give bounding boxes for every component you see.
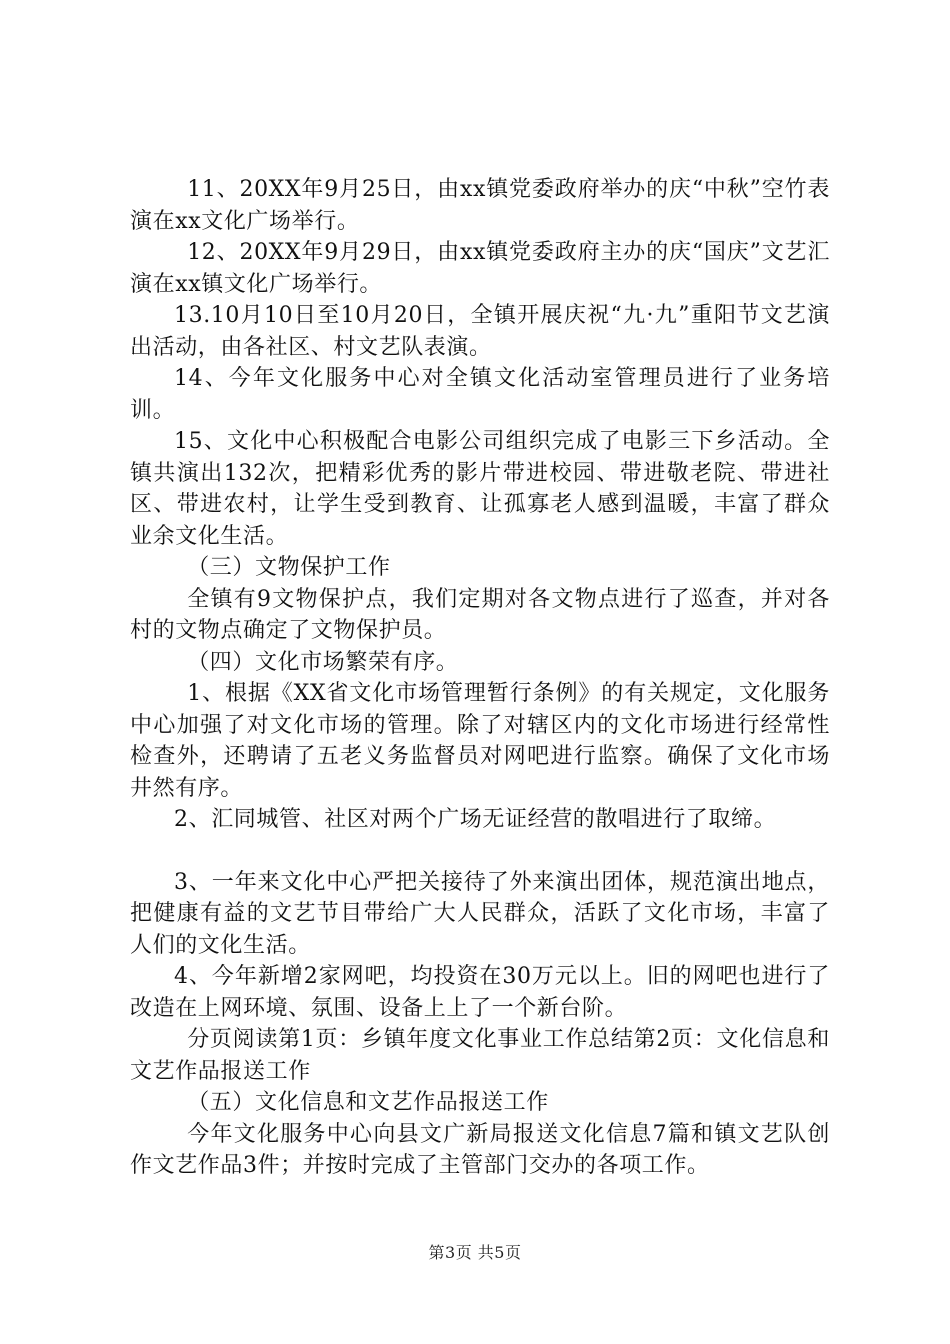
paragraph: 分页阅读第1页：乡镇年度文化事业工作总结第2页：文化信息和文艺作品报送工作 <box>130 1027 830 1084</box>
paragraph: 3、一年来文化中心严把关接待了外来演出团体，规范演出地点，把健康有益的文艺节目带给广大人民群众，活跃了文化市场，丰富了人们的文化生活。 <box>130 869 830 958</box>
paragraph: 1、根据《XX省文化市场管理暂行条例》的有关规定，文化服务中心加强了对文化市场的管理。除了对辖区内的文化市场进行经常性检查外，还聘请了五老义务监督员对网吧进行监察。确保了文化市场井然有序。 <box>130 681 830 801</box>
page-footer: 第3页 共5页 <box>428 1243 522 1262</box>
paragraph: 13.10月10日至10月20日，全镇开展庆祝“九·九”重阳节文艺演出活动，由各社区、村文艺队表演。 <box>130 303 830 360</box>
section-heading: （五）文化信息和文艺作品报送工作 <box>187 1090 549 1115</box>
paragraph: 全镇有9文物保护点，我们定期对各文物点进行了巡查，并对各村的文物点确定了文物保护员。 <box>130 586 830 643</box>
paragraph: 今年文化服务中心向县文广新局报送文化信息7篇和镇文艺队创作文艺作品3件；并按时完成了主管部门交办的各项工作。 <box>130 1121 830 1178</box>
paragraph: 12、20XX年9月29日，由xx镇党委政府主办的庆“国庆”文艺汇演在xx镇文化广场举行。 <box>130 240 830 297</box>
section-heading: （三）文物保护工作 <box>187 555 391 580</box>
paragraph: 15、文化中心积极配合电影公司组织完成了电影三下乡活动。全镇共演出132次，把精彩优秀的影片带进校园、带进敬老院、带进社区、带进农村，让学生受到教育、让孤寡老人感到温暖，丰富了群众业余文化生活。 <box>130 429 830 549</box>
document-body <box>130 174 830 1182</box>
section-heading: （四）文化市场繁荣有序。 <box>187 649 459 675</box>
paragraph: 14、今年文化服务中心对全镇文化活动室管理员进行了业务培训。 <box>130 366 830 423</box>
blank-line <box>130 836 830 867</box>
paragraph: 11、20XX年9月25日，由xx镇党委政府举办的庆“中秋”空竹表演在xx文化广场举行。 <box>130 177 830 234</box>
paragraph: 4、今年新增2家网吧，均投资在30万元以上。旧的网吧也进行了改造在上网环境、氛围、设备上上了一个新台阶。 <box>130 964 830 1021</box>
paragraph: 2、汇同城管、社区对两个广场无证经营的散唱进行了取缔。 <box>174 807 777 832</box>
